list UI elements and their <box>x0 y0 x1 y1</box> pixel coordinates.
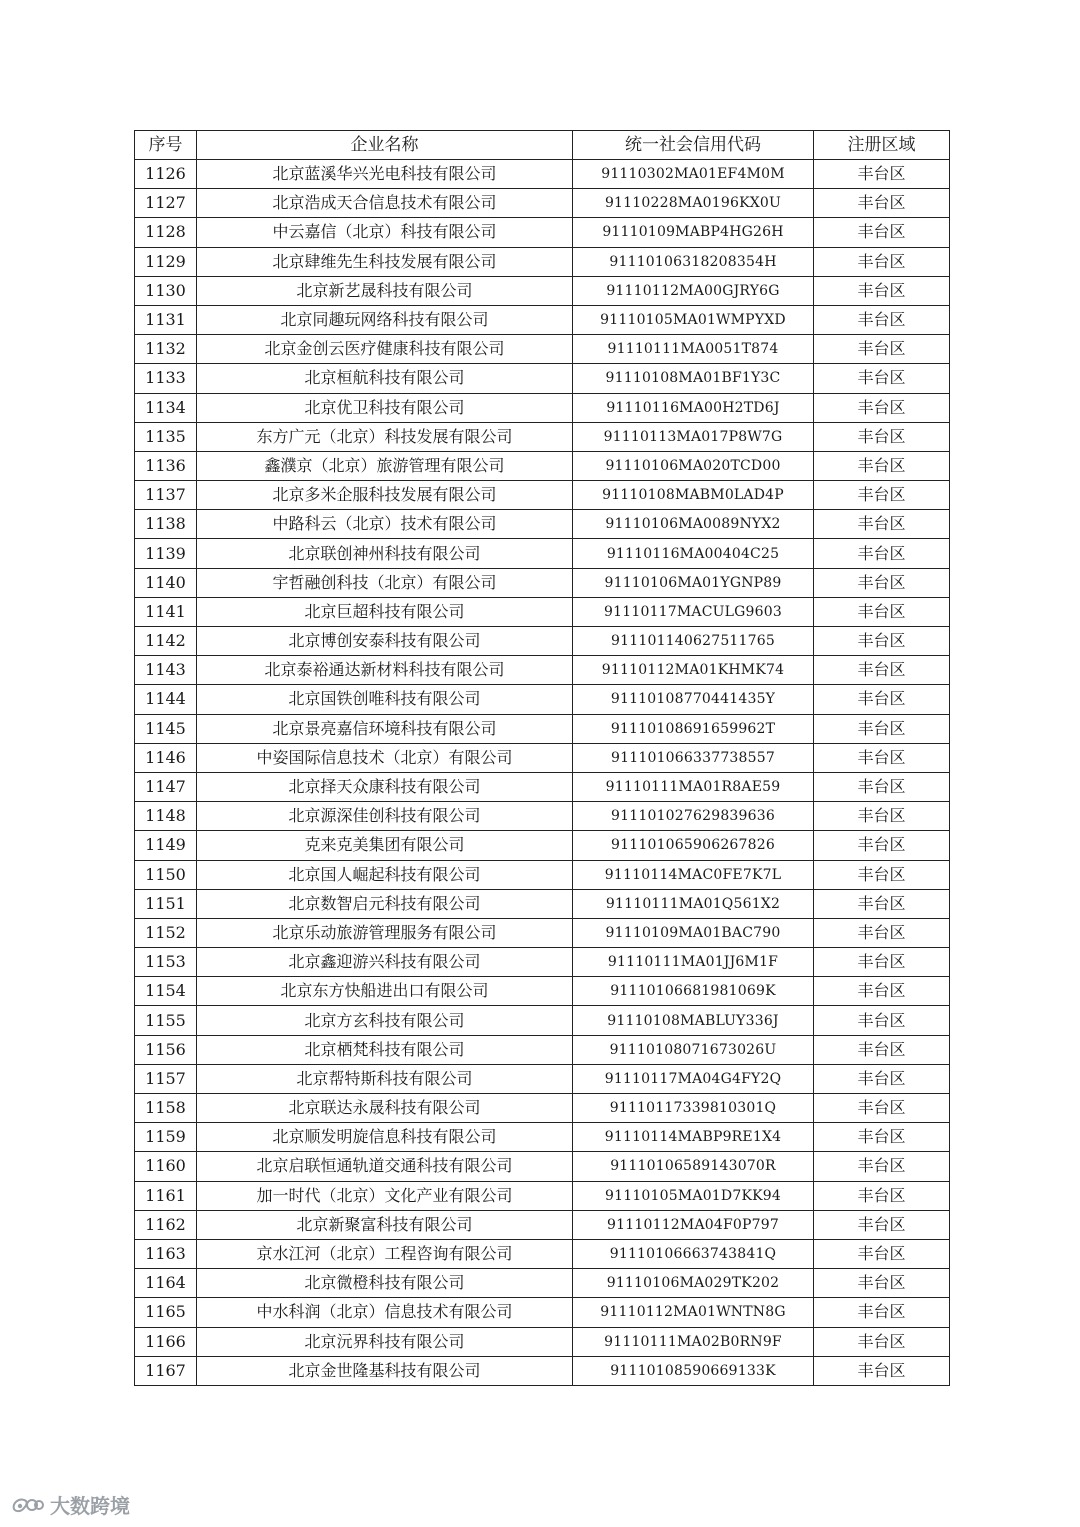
cell-district: 丰台区 <box>814 1006 950 1035</box>
table-row <box>135 1269 950 1298</box>
cell-index: 1136 <box>135 451 197 480</box>
cell-index: 1156 <box>135 1035 197 1064</box>
cell-credit-code: 91110106681981069K <box>573 977 814 1006</box>
cell-district: 丰台区 <box>814 481 950 510</box>
cell-index: 1129 <box>135 247 197 276</box>
cell-district: 丰台区 <box>814 160 950 189</box>
cell-credit-code: 91110108071673026U <box>573 1035 814 1064</box>
table-row <box>135 1181 950 1210</box>
table-row <box>135 1094 950 1123</box>
table-row <box>135 597 950 626</box>
cell-index: 1160 <box>135 1152 197 1181</box>
table-row <box>135 1356 950 1385</box>
table-row <box>135 481 950 510</box>
cell-company-name: 北京联达永晟科技有限公司 <box>197 1094 573 1123</box>
table-row <box>135 1327 950 1356</box>
cell-company-name: 北京景亮嘉信环境科技有限公司 <box>197 714 573 743</box>
cell-credit-code: 91110111MA01R8AE59 <box>573 772 814 801</box>
cell-credit-code: 91110106MA020TCD00 <box>573 451 814 480</box>
cell-district: 丰台区 <box>814 656 950 685</box>
table-row <box>135 977 950 1006</box>
table-row <box>135 656 950 685</box>
cell-district: 丰台区 <box>814 1094 950 1123</box>
cell-district: 丰台区 <box>814 1327 950 1356</box>
table-row <box>135 160 950 189</box>
cell-company-name: 中水科润（北京）信息技术有限公司 <box>197 1298 573 1327</box>
cell-index: 1157 <box>135 1064 197 1093</box>
table-row <box>135 714 950 743</box>
cell-company-name: 北京联创神州科技有限公司 <box>197 539 573 568</box>
table-row <box>135 335 950 364</box>
cell-credit-code: 91110117MA04G4FY2Q <box>573 1064 814 1093</box>
cell-company-name: 北京东方快船进出口有限公司 <box>197 977 573 1006</box>
cell-index: 1128 <box>135 218 197 247</box>
cell-credit-code: 91110108770441435Y <box>573 685 814 714</box>
cell-index: 1154 <box>135 977 197 1006</box>
cell-company-name: 中云嘉信（北京）科技有限公司 <box>197 218 573 247</box>
cell-district: 丰台区 <box>814 685 950 714</box>
cell-index: 1131 <box>135 305 197 334</box>
cell-district: 丰台区 <box>814 510 950 539</box>
cell-company-name: 北京浩成天合信息技术有限公司 <box>197 189 573 218</box>
cell-district: 丰台区 <box>814 218 950 247</box>
cell-district: 丰台区 <box>814 1239 950 1268</box>
cell-index: 1166 <box>135 1327 197 1356</box>
cell-index: 1167 <box>135 1356 197 1385</box>
cell-index: 1159 <box>135 1123 197 1152</box>
cell-credit-code: 911101140627511765 <box>573 627 814 656</box>
table-row <box>135 189 950 218</box>
cell-district: 丰台区 <box>814 889 950 918</box>
cell-company-name: 北京金世隆基科技有限公司 <box>197 1356 573 1385</box>
cell-index: 1147 <box>135 772 197 801</box>
table-row <box>135 393 950 422</box>
cell-district: 丰台区 <box>814 335 950 364</box>
cell-district: 丰台区 <box>814 948 950 977</box>
company-table <box>134 130 950 1386</box>
cell-credit-code: 911101065906267826 <box>573 831 814 860</box>
cell-credit-code: 91110105MA01D7KK94 <box>573 1181 814 1210</box>
cell-company-name: 北京数智启元科技有限公司 <box>197 889 573 918</box>
cell-index: 1139 <box>135 539 197 568</box>
cell-district: 丰台区 <box>814 1269 950 1298</box>
header-company-name: 企业名称 <box>197 131 573 160</box>
cell-company-name: 北京鑫迎游兴科技有限公司 <box>197 948 573 977</box>
header-row <box>135 131 950 160</box>
cell-district: 丰台区 <box>814 1298 950 1327</box>
table-row <box>135 1064 950 1093</box>
cell-district: 丰台区 <box>814 1035 950 1064</box>
table-body <box>135 160 950 1386</box>
cell-index: 1144 <box>135 685 197 714</box>
cell-district: 丰台区 <box>814 1356 950 1385</box>
cell-credit-code: 91110106589143070R <box>573 1152 814 1181</box>
table-row <box>135 831 950 860</box>
cell-credit-code: 911101027629839636 <box>573 802 814 831</box>
cell-company-name: 北京方玄科技有限公司 <box>197 1006 573 1035</box>
cell-credit-code: 91110111MA01Q561X2 <box>573 889 814 918</box>
cell-credit-code: 91110111MA0051T874 <box>573 335 814 364</box>
cell-district: 丰台区 <box>814 539 950 568</box>
cell-credit-code: 91110117MACULG9603 <box>573 597 814 626</box>
cell-district: 丰台区 <box>814 860 950 889</box>
cell-company-name: 北京巨超科技有限公司 <box>197 597 573 626</box>
cell-company-name: 北京乐动旅游管理服务有限公司 <box>197 918 573 947</box>
cell-district: 丰台区 <box>814 772 950 801</box>
cell-company-name: 北京泰裕通达新材料科技有限公司 <box>197 656 573 685</box>
table-row <box>135 802 950 831</box>
cell-company-name: 北京启联恒通轨道交通科技有限公司 <box>197 1152 573 1181</box>
cell-credit-code: 91110114MABP9RE1X4 <box>573 1123 814 1152</box>
cell-district: 丰台区 <box>814 364 950 393</box>
table-row <box>135 1210 950 1239</box>
table-row <box>135 568 950 597</box>
cell-company-name: 北京帮特斯科技有限公司 <box>197 1064 573 1093</box>
cell-index: 1137 <box>135 481 197 510</box>
cell-credit-code: 91110111MA01JJ6M1F <box>573 948 814 977</box>
cell-district: 丰台区 <box>814 1064 950 1093</box>
cell-district: 丰台区 <box>814 393 950 422</box>
cell-company-name: 北京肆维先生科技发展有限公司 <box>197 247 573 276</box>
cell-index: 1161 <box>135 1181 197 1210</box>
cell-credit-code: 91110112MA04F0P797 <box>573 1210 814 1239</box>
cell-index: 1146 <box>135 743 197 772</box>
table-row <box>135 685 950 714</box>
table-row <box>135 1152 950 1181</box>
table-row <box>135 510 950 539</box>
cell-company-name: 北京栖梵科技有限公司 <box>197 1035 573 1064</box>
watermark-text: 大数跨境 <box>50 1494 130 1518</box>
header-index: 序号 <box>135 131 197 160</box>
cell-index: 1132 <box>135 335 197 364</box>
table-row <box>135 247 950 276</box>
cell-credit-code: 91110117339810301Q <box>573 1094 814 1123</box>
cell-credit-code: 91110111MA02B0RN9F <box>573 1327 814 1356</box>
table-row <box>135 364 950 393</box>
cell-company-name: 北京桓航科技有限公司 <box>197 364 573 393</box>
cell-index: 1127 <box>135 189 197 218</box>
cell-credit-code: 91110116MA00404C25 <box>573 539 814 568</box>
table-row <box>135 422 950 451</box>
cell-district: 丰台区 <box>814 247 950 276</box>
table-row <box>135 772 950 801</box>
cell-index: 1141 <box>135 597 197 626</box>
cell-company-name: 北京金创云医疗健康科技有限公司 <box>197 335 573 364</box>
table-row <box>135 948 950 977</box>
cell-index: 1142 <box>135 627 197 656</box>
cell-index: 1145 <box>135 714 197 743</box>
cell-credit-code: 91110109MABP4HG26H <box>573 218 814 247</box>
cell-district: 丰台区 <box>814 831 950 860</box>
cell-credit-code: 91110108MA01BF1Y3C <box>573 364 814 393</box>
cell-company-name: 中姿国际信息技术（北京）有限公司 <box>197 743 573 772</box>
cell-district: 丰台区 <box>814 422 950 451</box>
cell-index: 1134 <box>135 393 197 422</box>
cell-credit-code: 91110116MA00H2TD6J <box>573 393 814 422</box>
cell-district: 丰台区 <box>814 743 950 772</box>
cell-district: 丰台区 <box>814 1152 950 1181</box>
cell-company-name: 鑫濮京（北京）旅游管理有限公司 <box>197 451 573 480</box>
cell-index: 1158 <box>135 1094 197 1123</box>
cell-credit-code: 91110228MA0196KX0U <box>573 189 814 218</box>
cell-index: 1150 <box>135 860 197 889</box>
cell-district: 丰台区 <box>814 568 950 597</box>
cell-credit-code: 91110112MA01KHMK74 <box>573 656 814 685</box>
table-row <box>135 1298 950 1327</box>
cell-company-name: 中路科云（北京）技术有限公司 <box>197 510 573 539</box>
cell-index: 1126 <box>135 160 197 189</box>
cell-company-name: 北京顺发明旋信息科技有限公司 <box>197 1123 573 1152</box>
cell-index: 1163 <box>135 1239 197 1268</box>
cell-company-name: 北京优卫科技有限公司 <box>197 393 573 422</box>
cell-credit-code: 911101066337738557 <box>573 743 814 772</box>
cell-credit-code: 91110106MA0089NYX2 <box>573 510 814 539</box>
company-table-container <box>134 130 949 1386</box>
cell-index: 1138 <box>135 510 197 539</box>
cell-company-name: 北京博创安泰科技有限公司 <box>197 627 573 656</box>
cell-company-name: 京水江河（北京）工程咨询有限公司 <box>197 1239 573 1268</box>
table-row <box>135 743 950 772</box>
cell-district: 丰台区 <box>814 305 950 334</box>
cell-index: 1153 <box>135 948 197 977</box>
cell-credit-code: 91110108MABLUY336J <box>573 1006 814 1035</box>
cell-credit-code: 91110105MA01WMPYXD <box>573 305 814 334</box>
cell-company-name: 北京国人崛起科技有限公司 <box>197 860 573 889</box>
cell-company-name: 北京同趣玩网络科技有限公司 <box>197 305 573 334</box>
cell-company-name: 北京源深佳创科技有限公司 <box>197 802 573 831</box>
header-district: 注册区域 <box>814 131 950 160</box>
cell-index: 1155 <box>135 1006 197 1035</box>
table-row <box>135 539 950 568</box>
cell-credit-code: 91110108590669133K <box>573 1356 814 1385</box>
cell-company-name: 克来克美集团有限公司 <box>197 831 573 860</box>
table-row <box>135 860 950 889</box>
table-row <box>135 1006 950 1035</box>
cell-index: 1135 <box>135 422 197 451</box>
table-row <box>135 218 950 247</box>
table-row <box>135 1035 950 1064</box>
cell-credit-code: 91110106663743841Q <box>573 1239 814 1268</box>
cell-district: 丰台区 <box>814 802 950 831</box>
cell-index: 1151 <box>135 889 197 918</box>
cell-credit-code: 91110108691659962T <box>573 714 814 743</box>
cell-credit-code: 91110106MA029TK202 <box>573 1269 814 1298</box>
cell-district: 丰台区 <box>814 627 950 656</box>
cell-index: 1148 <box>135 802 197 831</box>
cell-index: 1152 <box>135 918 197 947</box>
weibo-logo-icon <box>10 1494 44 1516</box>
cell-index: 1143 <box>135 656 197 685</box>
watermark <box>10 1490 130 1519</box>
cell-district: 丰台区 <box>814 189 950 218</box>
table-header <box>135 131 950 160</box>
cell-company-name: 北京微橙科技有限公司 <box>197 1269 573 1298</box>
table-row <box>135 451 950 480</box>
cell-index: 1164 <box>135 1269 197 1298</box>
cell-district: 丰台区 <box>814 918 950 947</box>
cell-index: 1140 <box>135 568 197 597</box>
cell-company-name: 北京新艺晟科技有限公司 <box>197 276 573 305</box>
cell-company-name: 北京国铁创唯科技有限公司 <box>197 685 573 714</box>
cell-company-name: 北京多米企服科技发展有限公司 <box>197 481 573 510</box>
cell-district: 丰台区 <box>814 714 950 743</box>
table-row <box>135 276 950 305</box>
cell-index: 1165 <box>135 1298 197 1327</box>
cell-credit-code: 91110108MABM0LAD4P <box>573 481 814 510</box>
cell-district: 丰台区 <box>814 1210 950 1239</box>
cell-district: 丰台区 <box>814 977 950 1006</box>
table-row <box>135 305 950 334</box>
table-row <box>135 1239 950 1268</box>
cell-district: 丰台区 <box>814 1123 950 1152</box>
table-row <box>135 1123 950 1152</box>
cell-credit-code: 91110112MA01WNTN8G <box>573 1298 814 1327</box>
cell-credit-code: 91110112MA00GJRY6G <box>573 276 814 305</box>
table-row <box>135 889 950 918</box>
cell-index: 1162 <box>135 1210 197 1239</box>
cell-company-name: 北京蓝溪华兴光电科技有限公司 <box>197 160 573 189</box>
cell-credit-code: 91110109MA01BAC790 <box>573 918 814 947</box>
cell-company-name: 宇哲融创科技（北京）有限公司 <box>197 568 573 597</box>
cell-district: 丰台区 <box>814 276 950 305</box>
cell-index: 1130 <box>135 276 197 305</box>
cell-company-name: 北京沅界科技有限公司 <box>197 1327 573 1356</box>
header-credit-code: 统一社会信用代码 <box>573 131 814 160</box>
cell-company-name: 北京择天众康科技有限公司 <box>197 772 573 801</box>
cell-company-name: 加一时代（北京）文化产业有限公司 <box>197 1181 573 1210</box>
table-row <box>135 918 950 947</box>
cell-company-name: 北京新聚富科技有限公司 <box>197 1210 573 1239</box>
cell-company-name: 东方广元（北京）科技发展有限公司 <box>197 422 573 451</box>
table-row <box>135 627 950 656</box>
cell-credit-code: 91110113MA017P8W7G <box>573 422 814 451</box>
cell-index: 1133 <box>135 364 197 393</box>
cell-credit-code: 91110302MA01EF4M0M <box>573 160 814 189</box>
cell-credit-code: 91110114MAC0FE7K7L <box>573 860 814 889</box>
cell-district: 丰台区 <box>814 597 950 626</box>
cell-credit-code: 91110106318208354H <box>573 247 814 276</box>
cell-credit-code: 91110106MA01YGNP89 <box>573 568 814 597</box>
cell-district: 丰台区 <box>814 1181 950 1210</box>
cell-district: 丰台区 <box>814 451 950 480</box>
cell-index: 1149 <box>135 831 197 860</box>
